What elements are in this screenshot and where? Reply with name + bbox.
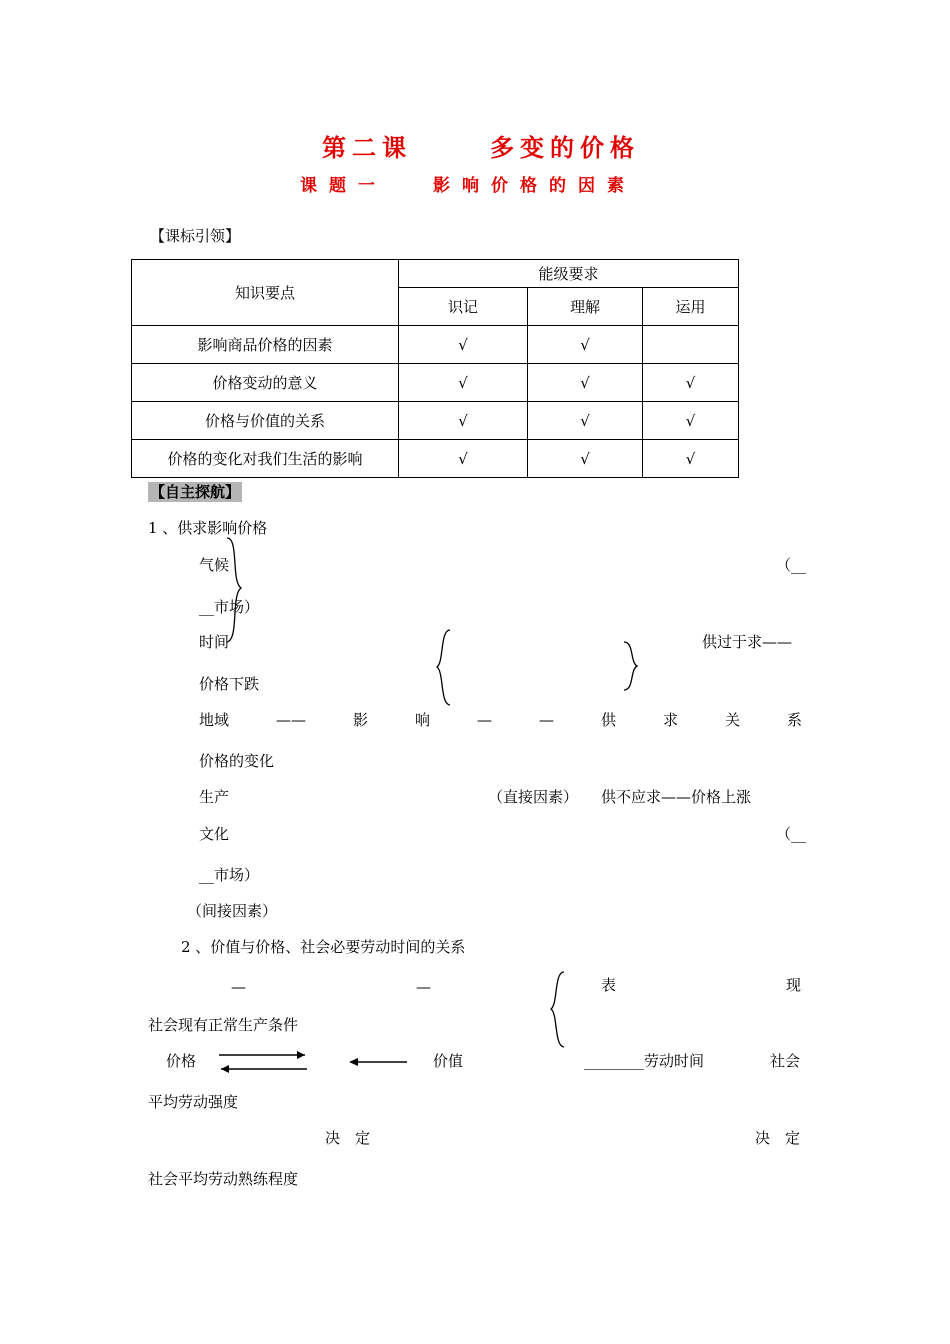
table-row: 价格与价值的关系 √ √ √ — [132, 402, 739, 440]
dash-1: — — [231, 978, 246, 996]
indirect-factor: （间接因素） — [187, 902, 278, 920]
brace-left-factors — [219, 536, 249, 646]
lesson-title — [322, 136, 412, 160]
decide-1: 决 定 — [325, 1129, 371, 1147]
lesson-number: 第二课 — [322, 134, 412, 162]
value-label: 价值 — [433, 1052, 464, 1070]
paren-open-1: （__ — [776, 556, 807, 574]
topic-name: 影响价格的因素 — [433, 176, 636, 196]
left-arrow — [347, 1055, 409, 1069]
region-line: 地域 —— 影 响 — — 供 求 关 系 — [199, 711, 802, 729]
paren-open-2: （__ — [776, 825, 807, 843]
subheader-memorize: 识记 — [399, 288, 528, 326]
society-label: 社会 — [770, 1052, 801, 1070]
market-blank-2: __市场） — [199, 866, 260, 884]
brace-right-supply — [621, 640, 641, 692]
table-row: 价格变动的意义 √ √ √ — [132, 364, 739, 402]
brace-left-labor — [548, 970, 568, 1050]
q2-heading: 2 、价值与价格、社会必要劳动时间的关系 — [181, 938, 466, 956]
dash-2: — — [416, 978, 431, 996]
lesson-name: 多变的价格 — [490, 134, 640, 162]
express-char-2: 现 — [786, 976, 802, 994]
header-level: 能级要求 — [399, 260, 739, 288]
factor-culture: 文化 — [199, 825, 230, 843]
factor-weather: 气候 — [199, 556, 230, 574]
double-arrow — [217, 1050, 309, 1074]
labor-proficiency: 社会平均劳动熟练程度 — [148, 1170, 299, 1188]
market-blank-1: __市场） — [199, 598, 260, 616]
q1-heading: 1 、供求影响价格 — [148, 519, 268, 537]
social-conditions: 社会现有正常生产条件 — [148, 1016, 299, 1034]
price-fall: 价格下跌 — [199, 675, 260, 693]
section-label-self-study: 【自主探航】 — [150, 483, 241, 501]
price-change: 价格的变化 — [199, 752, 275, 770]
topic-title: 课题一 — [300, 176, 387, 196]
table-row: 价格的变化对我们生活的影响 √ √ √ — [132, 440, 739, 478]
fill-blank: ________ — [584, 1052, 644, 1070]
decide-2: 决 定 — [755, 1129, 801, 1147]
table-row: 影响商品价格的因素 √ √ — [132, 326, 739, 364]
requirements-table — [131, 259, 739, 478]
labor-intensity: 平均劳动强度 — [148, 1093, 239, 1111]
factor-production: 生产 — [199, 788, 230, 806]
direct-factor: （直接因素） — [488, 788, 579, 806]
price-label: 价格 — [166, 1052, 197, 1070]
subheader-apply: 运用 — [643, 288, 739, 326]
header-knowledge: 知识要点 — [132, 260, 399, 326]
factor-time: 时间 — [199, 633, 230, 651]
express-char-1: 表 — [601, 976, 617, 994]
demand-exceeds-supply: 供不应求——价格上涨 — [601, 788, 752, 806]
blank-labor-time: ________劳动时间 — [584, 1052, 705, 1070]
section-label-curriculum: 【课标引领】 — [150, 227, 241, 245]
subheader-understand: 理解 — [528, 288, 643, 326]
supply-exceeds-demand: 供过于求—— — [702, 633, 793, 651]
brace-left-supply — [434, 628, 454, 708]
